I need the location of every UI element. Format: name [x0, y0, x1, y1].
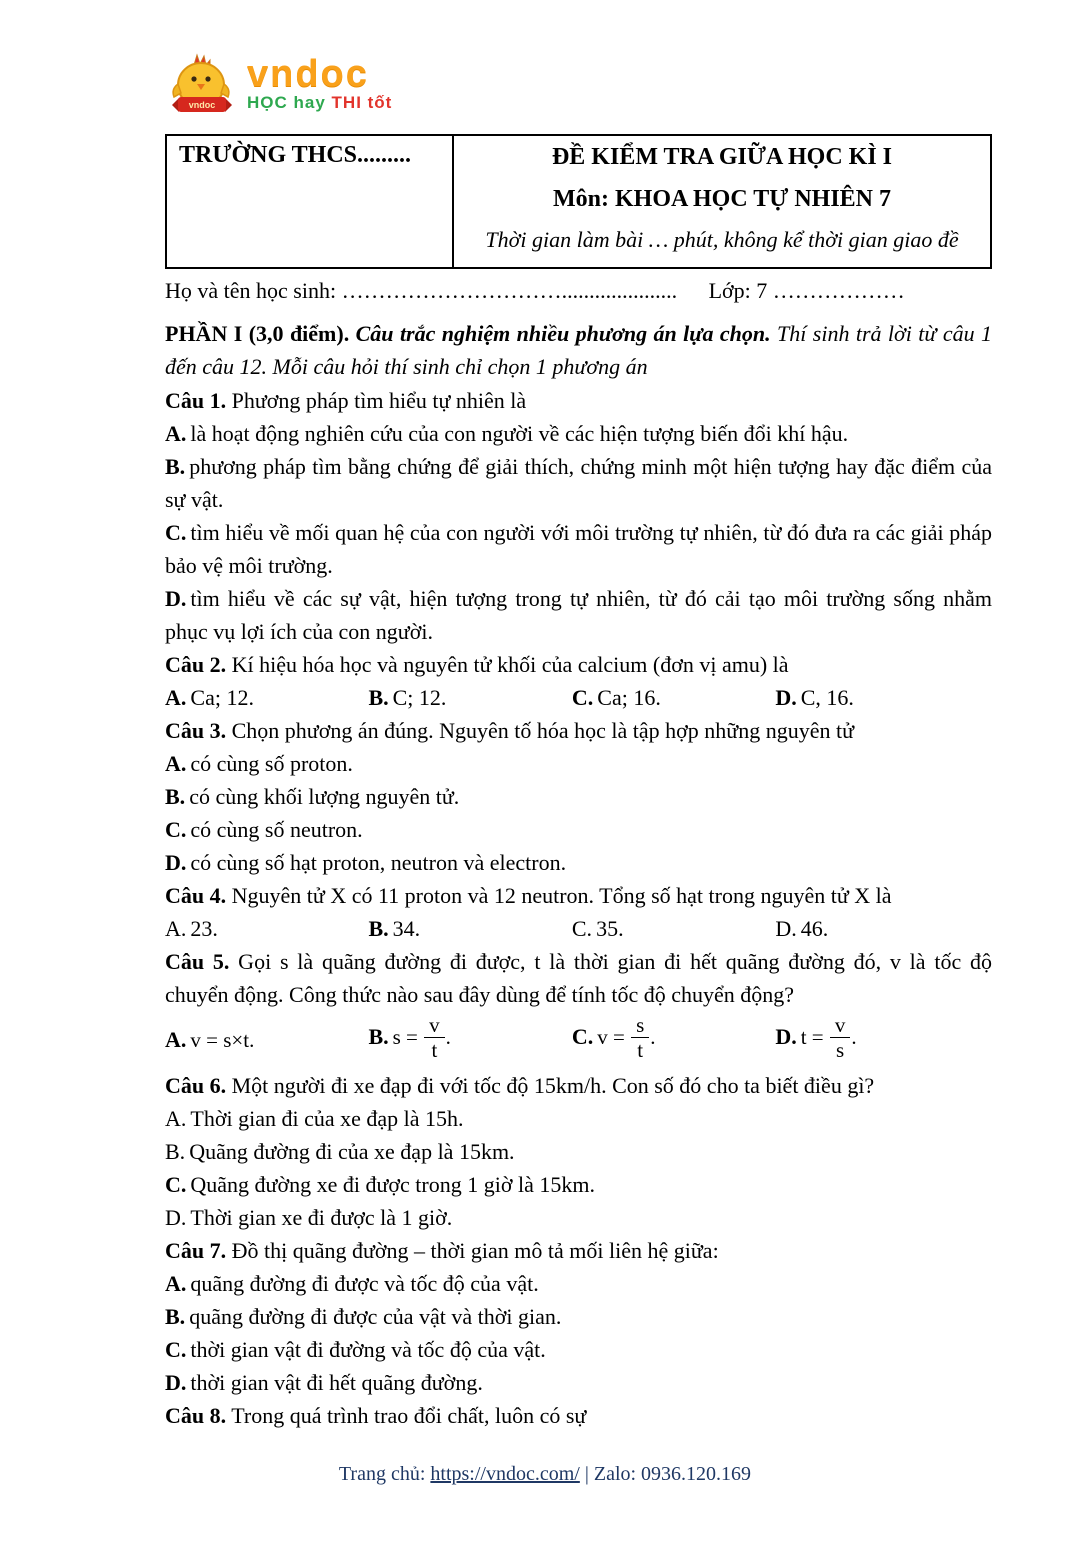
option-formula: v = $\frac{s}{t}$ .	[597, 1013, 656, 1063]
question-number: Câu 6.	[165, 1073, 227, 1099]
question-stem: Câu 8. Trong quá trình trao đổi chất, luôn có sự	[165, 1403, 587, 1429]
numerator: v	[830, 1014, 851, 1038]
option-A: A. quãng đường đi được và tốc độ của vật.	[165, 1271, 539, 1297]
chick-mascot-icon	[165, 52, 239, 124]
denominator: t	[637, 1038, 644, 1063]
footer-zalo: | Zalo: 0936.120.169	[584, 1463, 752, 1485]
option-letter: A.	[165, 1026, 187, 1052]
option-C: C. tìm hiểu về mối quan hệ của con người với môi trường tự nhiên, từ đó đưa ra các giải pháp bảo vệ môi trường.	[165, 520, 992, 578]
vndoc-logo	[165, 52, 992, 128]
option-B	[368, 1013, 571, 1063]
question-stem: Câu 2. Kí hiệu hóa học và nguyên tử khối của calcium (đơn vị amu) là	[165, 652, 789, 677]
option-C	[571, 1013, 775, 1063]
question-6	[165, 1069, 992, 1234]
option-letter: D.	[775, 1024, 797, 1050]
page-footer	[0, 1463, 1090, 1486]
option-D	[775, 1013, 992, 1063]
exam-info-cell	[454, 136, 990, 267]
option-letter: D.	[165, 1205, 187, 1231]
exam-subject: Môn: KHOA HỌC TỰ NHIÊN 7	[552, 186, 892, 212]
option-letter: D.	[165, 1370, 187, 1396]
exam-duration: Thời gian làm bài … phút, không kể thời gian giao đề	[485, 227, 959, 252]
banner-text: vndoc	[188, 100, 216, 110]
option-letter: C.	[165, 817, 187, 842]
option-letter: A.	[165, 916, 187, 941]
question-number: Câu 8.	[165, 1403, 227, 1429]
question-stem: Câu 3. Chọn phương án đúng. Nguyên tố hóa học là tập hợp những nguyên tử	[165, 718, 855, 743]
option-letter: B.	[165, 454, 186, 479]
options-row	[165, 912, 992, 945]
student-info-line	[165, 278, 992, 304]
option-B: B. C; 12.	[368, 685, 447, 710]
part1-instruction: Thí sinh trả lời từ câu 1 đến câu 12. Mỗi câu hỏi thí sinh chỉ chọn 1 phương án	[165, 321, 993, 379]
option-letter: A.	[165, 751, 187, 776]
option-letter: B.	[368, 916, 389, 941]
option-letter: B.	[165, 1304, 186, 1330]
student-name-label: Họ và tên học sinh:	[165, 278, 337, 303]
questions	[165, 384, 992, 1432]
option-A	[165, 1023, 368, 1057]
exam-title: ĐỀ KIỂM TRA GIỮA HỌC KÌ I	[551, 144, 893, 170]
brand-name: vndoc	[247, 53, 369, 95]
option-B: B. Quãng đường đi của xe đạp là 15km.	[165, 1139, 515, 1165]
option-A: A. Thời gian đi của xe đạp là 15h.	[165, 1106, 464, 1132]
option-D: D. có cùng số hạt proton, neutron và electron.	[165, 850, 567, 875]
option-formula: s = $\frac{v}{t}$ .	[392, 1013, 451, 1063]
option-A: A. Ca; 12.	[165, 685, 254, 710]
option-C: C. thời gian vật đi đường và tốc độ của vật.	[165, 1337, 546, 1363]
option-D: D. Thời gian xe đi được là 1 giờ.	[165, 1205, 453, 1231]
option-B: B. quãng đường đi được của vật và thời gian.	[165, 1304, 562, 1330]
options-row	[165, 681, 992, 714]
question-number: Câu 7.	[165, 1238, 227, 1264]
fraction	[830, 1014, 851, 1061]
question-1	[165, 384, 992, 648]
footer-link[interactable]: https://vndoc.com/	[430, 1463, 580, 1485]
denominator: t	[431, 1038, 438, 1063]
option-C: C. Ca; 16.	[571, 685, 661, 710]
option-C: C. có cùng số neutron.	[165, 817, 363, 842]
option-B: B. 34.	[368, 916, 421, 941]
option-letter: B.	[368, 685, 389, 710]
option-letter: C.	[165, 520, 187, 545]
option-letter: D.	[775, 685, 797, 710]
question-number: Câu 3.	[165, 718, 227, 743]
question-4	[165, 879, 992, 945]
header-table	[165, 134, 992, 269]
footer-home-label: Trang chủ:	[338, 1463, 426, 1485]
part1-type: Câu trắc nghiệm nhiều phương án lựa chọn.	[355, 321, 771, 346]
option-letter: C.	[571, 685, 594, 710]
option-letter: A.	[165, 421, 187, 446]
question-number: Câu 5.	[165, 949, 230, 974]
question-stem: Câu 7. Đồ thị quãng đường – thời gian mô tả mối liên hệ giữa:	[165, 1238, 719, 1264]
option-letter: A.	[165, 1271, 187, 1297]
class-dots: ………………	[772, 278, 905, 303]
question-5	[165, 945, 992, 1069]
question-number: Câu 4.	[165, 883, 227, 908]
option-B: B. có cùng khối lượng nguyên tử.	[165, 784, 460, 809]
option-letter: B.	[165, 784, 186, 809]
option-letter: B.	[368, 1024, 389, 1050]
numerator: v	[424, 1014, 445, 1038]
question-stem: Câu 6. Một người đi xe đạp đi với tốc độ 15km/h. Con số đó cho ta biết điều gì?	[165, 1073, 875, 1099]
option-formula: v = s×t.	[190, 1027, 255, 1052]
question-stem: Câu 1. Phương pháp tìm hiểu tự nhiên là	[165, 388, 527, 413]
option-C: C. 35.	[571, 916, 624, 941]
denominator: s	[836, 1038, 845, 1063]
logo-tagline	[247, 92, 392, 114]
option-D: D. thời gian vật đi hết quãng đường.	[165, 1370, 483, 1396]
question-number: Câu 2.	[165, 652, 227, 677]
option-letter: D.	[165, 586, 187, 611]
fraction	[631, 1014, 649, 1061]
option-letter: C.	[165, 1172, 187, 1198]
option-letter: D.	[165, 850, 187, 875]
tagline-red: THI tốt	[331, 93, 393, 112]
option-D: D. 46.	[775, 916, 829, 941]
option-letter: C.	[571, 916, 593, 941]
student-name-dots: ………………………….....................	[341, 278, 678, 303]
option-letter: A.	[165, 685, 187, 710]
numerator: s	[631, 1014, 649, 1038]
fraction	[424, 1014, 445, 1061]
option-D: D. tìm hiểu về các sự vật, hiện tượng trong tự nhiên, từ đó cải tạo môi trường sống nhằm phục vụ lợi ích của con người.	[165, 586, 992, 644]
question-2	[165, 648, 992, 714]
option-letter: B.	[165, 1139, 186, 1165]
tagline-green: HỌC hay	[247, 93, 326, 112]
option-letter: A.	[165, 1106, 187, 1132]
question-stem: Câu 4. Nguyên tử X có 11 proton và 12 neutron. Tổng số hạt trong nguyên tử X là	[165, 883, 892, 908]
question-3	[165, 714, 992, 879]
option-letter: C.	[571, 1024, 594, 1050]
option-D: D. C, 16.	[775, 685, 854, 710]
option-A: A. 23.	[165, 916, 218, 941]
question-8	[165, 1399, 992, 1432]
part1-label: PHẦN I (3,0 điểm).	[165, 321, 350, 346]
logo-text-block	[247, 52, 392, 114]
option-letter: C.	[165, 1337, 187, 1363]
option-B: B. phương pháp tìm bằng chứng để giải thích, chứng minh một hiện tượng hay đặc điểm của sự vật.	[165, 454, 992, 512]
option-A: A. là hoạt động nghiên cứu của con người về các hiện tượng biến đổi khí hậu.	[165, 421, 849, 446]
question-number: Câu 1.	[165, 388, 227, 413]
options-row	[165, 1011, 992, 1069]
part1-heading	[165, 317, 992, 383]
option-A: A. có cùng số proton.	[165, 751, 353, 776]
option-C: C. Quãng đường xe đi được trong 1 giờ là 15km.	[165, 1172, 595, 1198]
question-stem: Câu 5. Gọi s là quãng đường đi được, t là thời gian đi hết quãng đường đó, v là tốc độ chuyển động. Công thức nào sau đây dùng để tính tốc độ chuyển động?	[165, 949, 992, 1007]
question-7	[165, 1234, 992, 1399]
option-letter: D.	[775, 916, 797, 941]
school-name: TRƯỜNG THCS.........	[167, 136, 454, 267]
class-label: Lớp: 7	[708, 278, 768, 303]
option-formula: t = $\frac{v}{s}$ .	[800, 1013, 857, 1063]
